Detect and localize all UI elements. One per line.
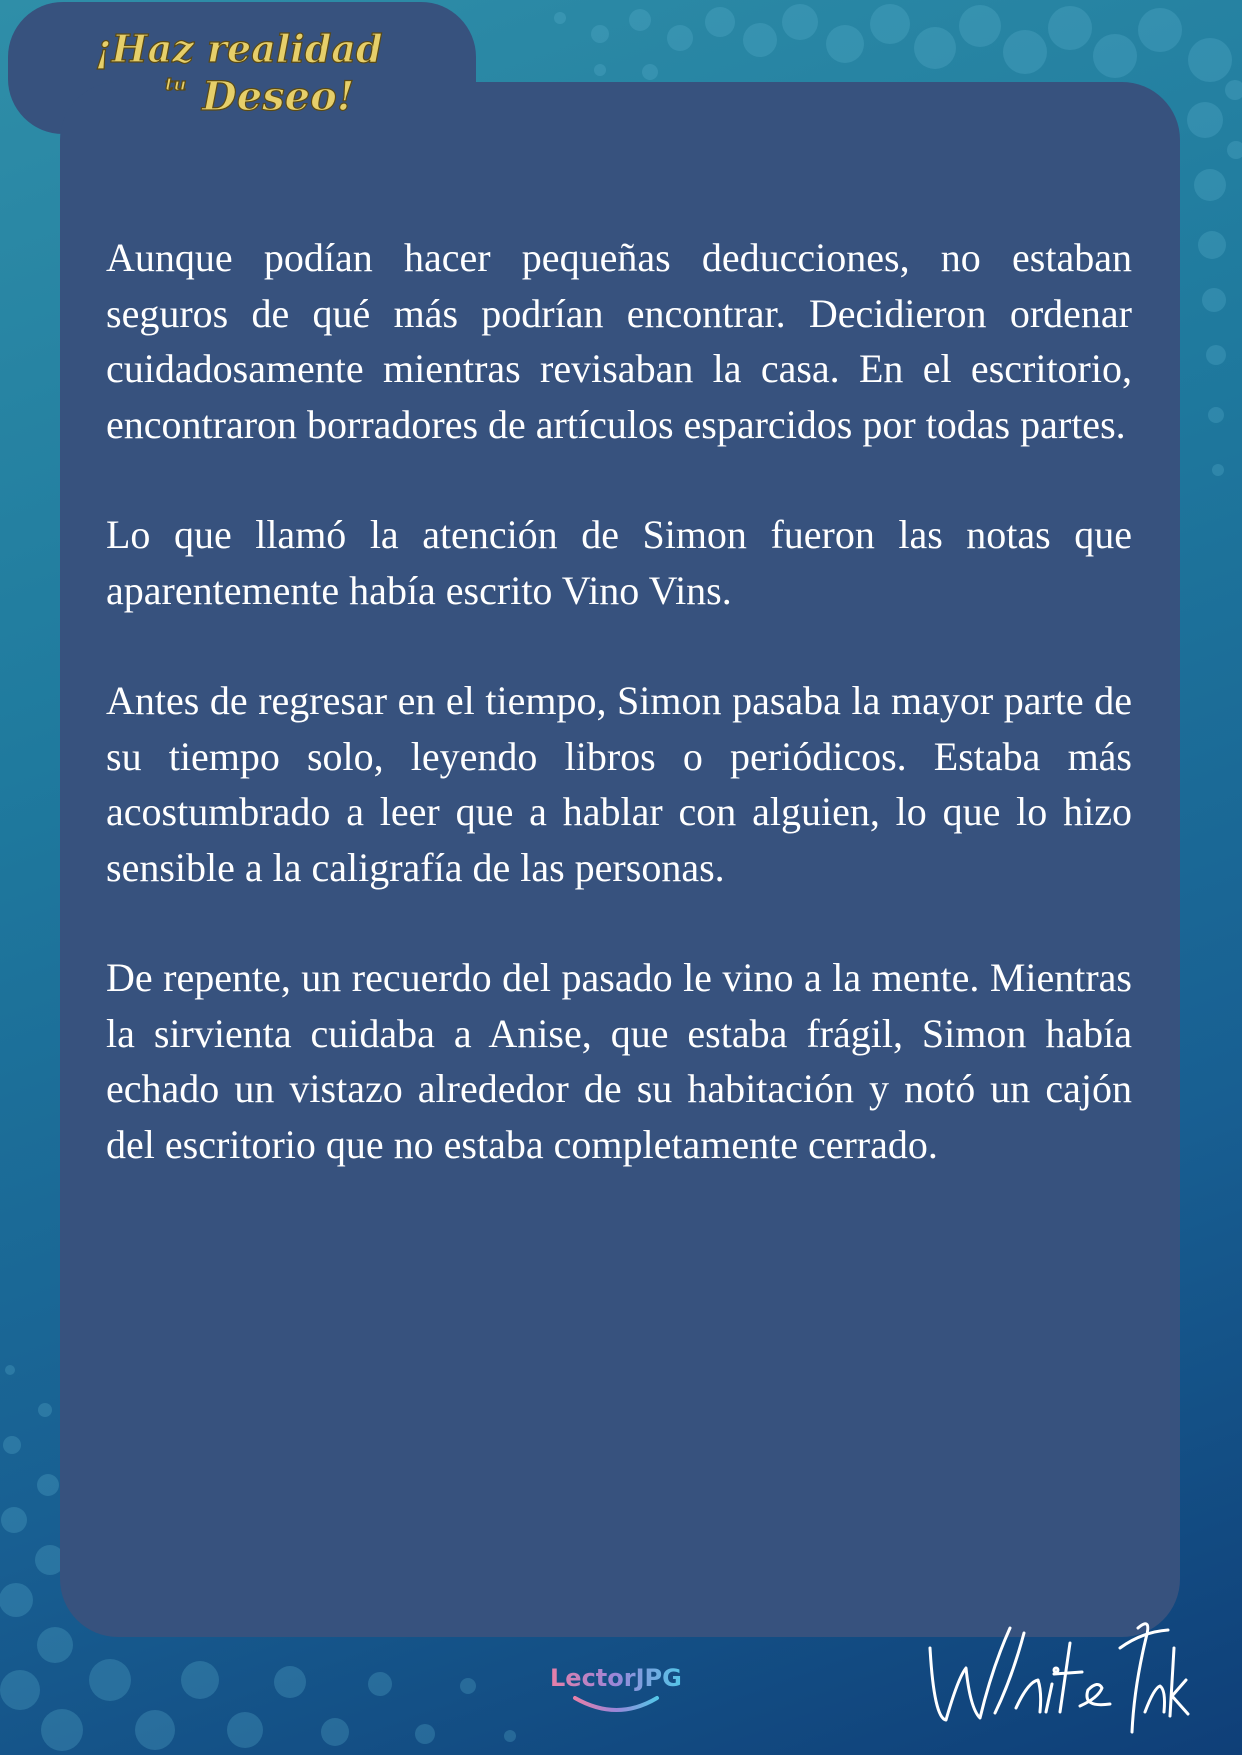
paragraph-3: Antes de regresar en el tiempo, Simon pasaba la mayor parte de su tiempo solo, leyendo libros o periódicos. Estaba más acostumbrado a leer que a hablar con alguien, lo que lo hizo sensible a la caligrafía de las personas. <box>106 678 1132 890</box>
story-text <box>106 230 1132 1227</box>
svg-text:Deseo!: Deseo! <box>202 73 355 120</box>
haz-realidad-tu-deseo-logo <box>90 14 390 124</box>
white-ink-signature <box>920 1608 1190 1738</box>
paragraph-1: Aunque podían hacer pequeñas deducciones, no estaban seguros de qué más podrían encontrar. Decidieron ordenar cuidadosamente mientras revisaban la casa. En el escritorio, encontraron borradores de artículos esparcidos por todas partes. <box>106 235 1132 447</box>
svg-text:¡Haz realidad: ¡Haz realidad <box>95 26 383 71</box>
svg-text:tu: tu <box>165 74 187 95</box>
lectorjpg-watermark <box>545 1660 695 1720</box>
svg-text:LectorJPG: LectorJPG <box>550 1664 682 1692</box>
paragraph-4: De repente, un recuerdo del pasado le vino a la mente. Mientras la sirvienta cuidaba a Anise, que estaba frágil, Simon había echado un vistazo alrededor de su habitación y notó un cajón del escritorio que no estaba completamente cerrado. <box>106 955 1132 1167</box>
paragraph-2: Lo que llamó la atención de Simon fueron las notas que aparentemente había escrito Vino Vins. <box>106 512 1132 613</box>
